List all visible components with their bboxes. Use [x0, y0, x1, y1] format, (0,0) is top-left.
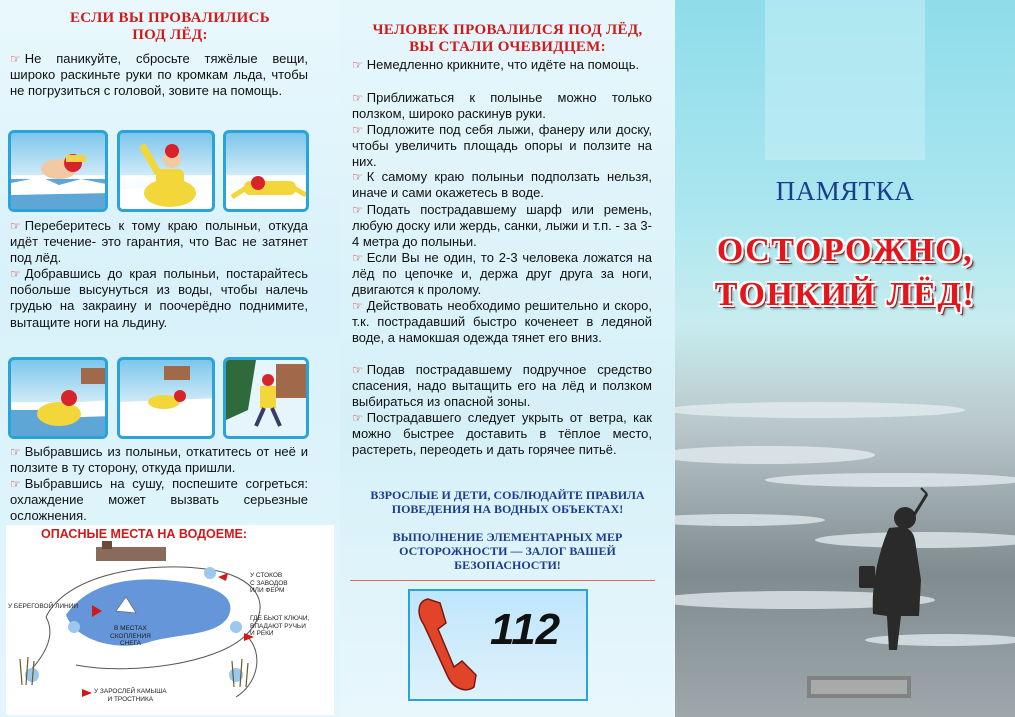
person-in-water-icon [11, 133, 108, 212]
hand-pointer-icon: ☞ [10, 219, 21, 233]
witness-item-1: ☞ Немедленно крикните, что идёте на помощь. [352, 57, 640, 72]
appeal-text: ВЗРОСЛЫЕ И ДЕТИ, СОБЛЮДАЙТЕ ПРАВИЛА ПОВЕДЕНИЯ НА ВОДНЫХ ОБЪЕКТАХ! [370, 488, 645, 516]
emergency-number: 112 [490, 605, 561, 654]
illustration-rolling-away [117, 357, 215, 439]
person-leaning-icon [11, 360, 108, 439]
person-rolling-icon [120, 360, 215, 439]
map-label-snow: В МЕСТАХ СКОПЛЕНИЯ СНЕГА [110, 625, 151, 647]
hand-pointer-icon: ☞ [352, 299, 363, 313]
illustration-calling-help [117, 130, 215, 212]
witness-item-5: ☞ Подать пострадавшему шарф или ремень, любую доску или жердь, санки, лыжи и т.п. - за 3-4 метра до полыньи. [352, 202, 652, 250]
advice-1: ☞ Не паникуйте, сбросьте тяжёлые вещи, широко раскиньте руки по кромкам льда, чтобы не погрузиться с головой, зовите на помощь. [10, 51, 308, 99]
map-title: ОПАСНЫЕ МЕСТА НА ВОДОЕМЕ: [41, 527, 248, 541]
walking-person-silhouette [859, 488, 927, 650]
section-heading-fell-through: ЕСЛИ ВЫ ПРОВАЛИЛИСЬ ПОД ЛЁД: [70, 10, 270, 43]
witness-item-4: ☞ К самому краю полыньи подползать нельзя, иначе и сами окажетесь в воде. [352, 169, 652, 201]
hand-pointer-icon: ☞ [352, 363, 363, 377]
hand-pointer-icon: ☞ [10, 267, 21, 281]
divider [350, 580, 655, 581]
witness-item-3: ☞ Подложите под себя лыжи, фанеру или доску, чтобы увеличить площадь опоры и ползите на них. [352, 122, 652, 170]
frozen-lake-photo [675, 0, 1015, 717]
hand-pointer-icon: ☞ [10, 477, 21, 491]
middle-panel [340, 0, 675, 717]
telephone-handset-icon [414, 591, 484, 699]
warning-title-line2: ТОНКИЙ ЛЁД! [714, 276, 976, 313]
hand-pointer-icon: ☞ [352, 58, 363, 72]
map-label-springs: ГДЕ БЬЮТ КЛЮЧИ, ВПАДАЮТ РУЧЬИ И РЕКИ [250, 615, 310, 637]
witness-item-8: ☞ Подав пострадавшему подручное средство спасения, надо вытащить его на лёд и ползком выбираться из опасной зоны. [352, 362, 652, 410]
leaflet-label: ПАМЯТКА [775, 176, 915, 206]
emergency-phone-card [408, 589, 588, 701]
witness-item-6: ☞ Если Вы не один, то 2-3 человека ложатся на лёд по цепочке и, держа друг друга за ноги, двигаются к пролому. [352, 250, 652, 298]
person-walking-icon [226, 360, 309, 439]
illustration-walking-ashore [223, 357, 309, 439]
warning-title-line1: ОСТОРОЖНО, [716, 232, 974, 269]
section-heading-witness: ЧЕЛОВЕК ПРОВАЛИЛСЯ ПОД ЛЁД, ВЫ СТАЛИ ОЧЕВИДЦЕМ: [372, 22, 643, 55]
illustration-leaning-on-ice [8, 357, 108, 439]
safety-slogan: ВЫПОЛНЕНИЕ ЭЛЕМЕНТАРНЫХ МЕР ОСТОРОЖНОСТИ — ЗАЛОГ ВАШЕЙ БЕЗОПАСНОСТИ! [392, 530, 623, 572]
left-panel [0, 0, 340, 717]
map-label-reeds: У ЗАРОСЛЕЙ КАМЫША И ТРОСТНИКА [94, 688, 167, 703]
hand-pointer-icon: ☞ [10, 52, 21, 66]
hand-pointer-icon: ☞ [352, 170, 363, 184]
person-waving-icon [120, 133, 215, 212]
hand-pointer-icon: ☞ [352, 251, 363, 265]
advice-4: ☞ Выбравшись из полыньи, откатитесь от неё и ползите в ту сторону, откуда пришли. [10, 444, 308, 476]
illustration-fallen-person [8, 130, 108, 212]
cover-panel [675, 0, 1015, 717]
witness-item-9: ☞ Пострадавшего следует укрыть от ветра, как можно быстрее доставить в тёплое место, растереть, переодеть и дать горячее питьё. [352, 410, 652, 458]
dangerous-places-map [6, 525, 334, 715]
advice-5: ☞ Выбравшись на сушу, поспешите согреться: охлаждение может вызвать серьезные осложнения. [10, 476, 308, 524]
map-label-shore: У БЕРЕГОВОЙ ЛИНИИ [8, 603, 79, 610]
hand-pointer-icon: ☞ [10, 445, 21, 459]
hand-pointer-icon: ☞ [352, 203, 363, 217]
hand-pointer-icon: ☞ [352, 411, 363, 425]
advice-3: ☞ Добравшись до края полыньи, постарайтесь побольше высунуться из воды, чтобы налечь грудью на закраину и поочерёдно поднимите, вытащите ноги на льдину. [10, 266, 308, 330]
witness-item-2: ☞ Приближаться к полынье можно только ползком, широко раскинув руки. [352, 90, 652, 122]
person-crawling-icon [226, 133, 309, 212]
witness-item-7: ☞ Действовать необходимо решительно и скоро, т.к. пострадавший быстро коченеет в ледяной воде, а намокшая одежда тянет его вниз. [352, 298, 652, 346]
hand-pointer-icon: ☞ [352, 91, 363, 105]
map-label-drains: У СТОКОВ С ЗАВОДОВ ИЛИ ФЕРМ [250, 572, 288, 594]
illustration-crawling-out [223, 130, 309, 212]
hand-pointer-icon: ☞ [352, 123, 363, 137]
advice-2: ☞ Переберитесь к тому краю полыньи, откуда идёт течение- это гарантия, что Вас не затянет под лёд. [10, 218, 308, 266]
